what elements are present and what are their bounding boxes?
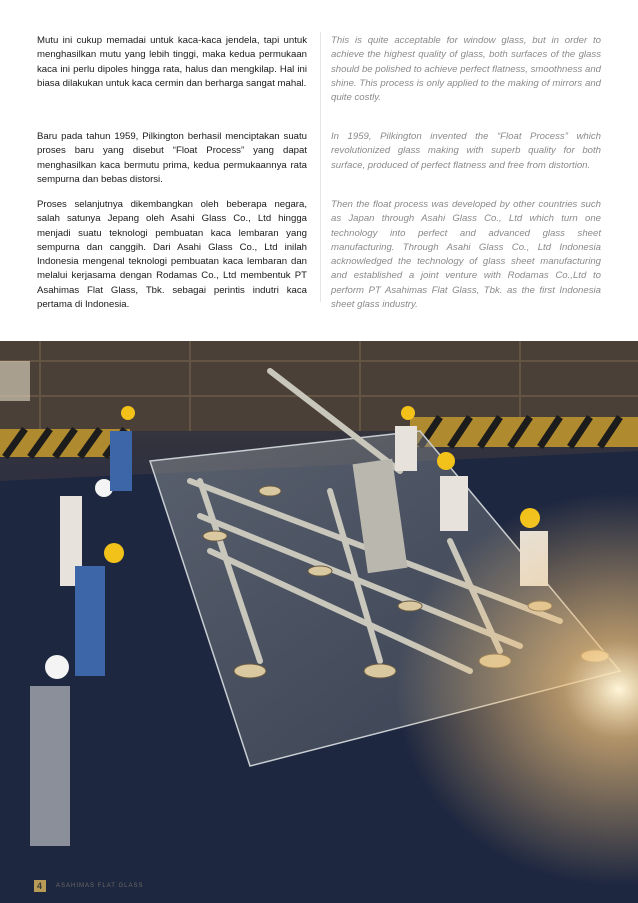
paragraph-en-2: In 1959, Pilkington invented the “Float Process” which revolutionized glass making with superb quality for both surface, produced of perfect flatness and free from distortion.	[331, 131, 601, 171]
page-number: 4	[34, 880, 46, 892]
page-footer	[34, 879, 143, 893]
paragraph-id-3: Proses selanjutnya dikembangkan oleh beberapa negara, salah satunya Jepang oleh Asahi Glass Co., Ltd hingga menjadi suatu teknologi pembuatan kaca lembaran yang sempurna dan canggih. Dari Asahi Glass Co., Ltd inilah Indonesia mengenal teknologi pembuatan kaca lembaran dan melalui kerjasama dengan Rodamas Co., Ltd membentuk PT Asahimas Flat Glass, Tbk. sebagai perintis indutri kaca pertama di Indonesia.	[37, 199, 307, 311]
column-divider	[320, 32, 321, 302]
paragraph-en-1: This is quite acceptable for window glass, but in order to achieve the highest quality of glass, both surfaces of the glass should be polished to achieve perfect flatness, smoothness and shine. This process is only applied to the making of mirrors and quite costly.	[331, 35, 601, 104]
paragraph-en-3: Then the float process was developed by other countries such as Japan through Asahi Glass Co., Ltd which turn one technology into perfect and advanced glass sheet manufacturing. Through Asahi Glass Co., Ltd Indonesia acknowledged the technology of glass sheet manufacturing and established a joint venture with Rodamas Co.,Ltd to perform PT Asahimas Flat Glass, Tbk. as the first Indonesia sheet glass industry.	[331, 199, 601, 311]
paragraph-id-2: Baru pada tahun 1959, Pilkington berhasil menciptakan suatu proses baru yang disebut “Float Process” yang dapat menghasilkan kaca bermutu prima, kedua permukaannya rata sempurna dan bebas distorsi.	[37, 131, 307, 185]
footer-company-name: ASAHIMAS FLAT GLASS	[56, 883, 144, 889]
glass-handling-illustration	[0, 341, 638, 903]
paragraph-id-1: Mutu ini cukup memadai untuk kaca-kaca jendela, tapi untuk menghasilkan mutu yang lebih tinggi, maka kedua permukaan kaca ini perlu dipoles hingga rata, halus dan mengkilap. Hal ini biasa dilakukan untuk kaca cermin dan berharga sangat mahal.	[37, 35, 307, 89]
factory-photo	[0, 341, 638, 903]
